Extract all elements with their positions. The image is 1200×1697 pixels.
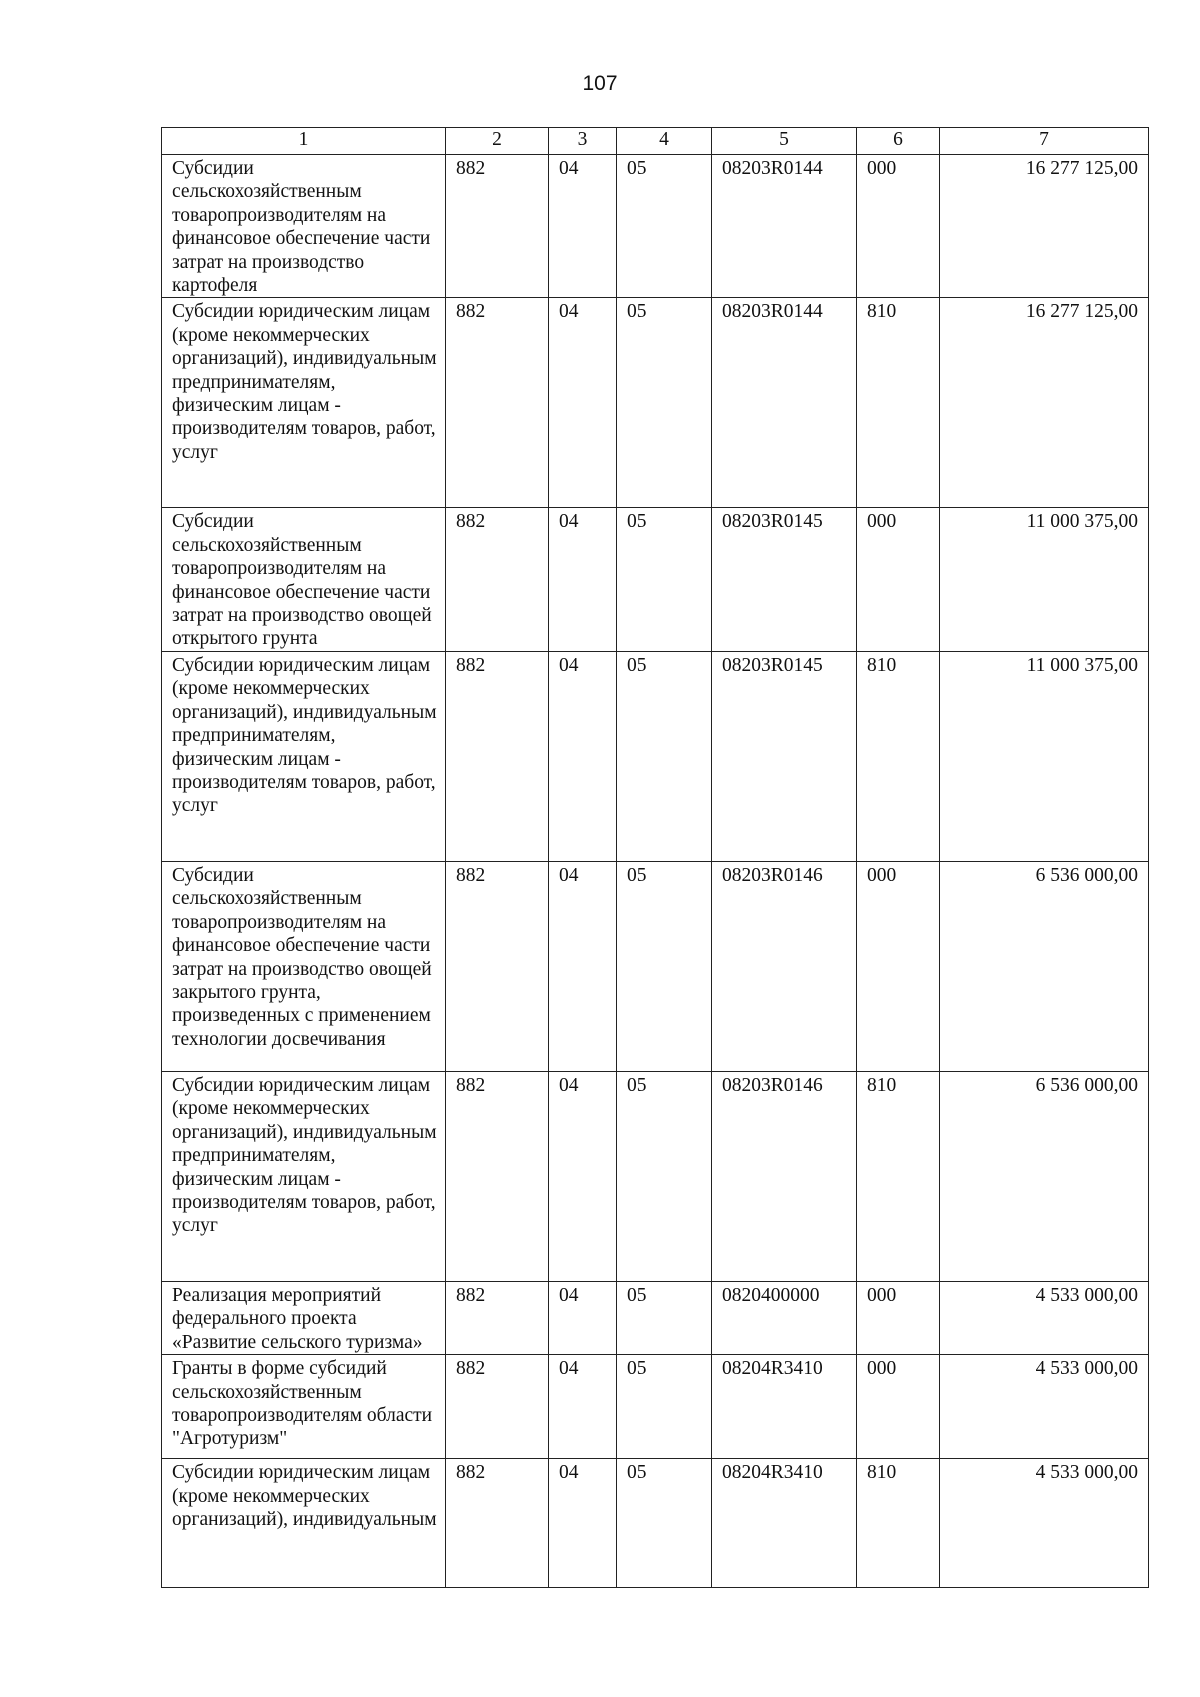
row-vr: 000 [857, 508, 940, 651]
column-header: 1 [162, 128, 446, 155]
row-pr: 05 [617, 861, 712, 1071]
row-csr: 08203R0146 [712, 861, 857, 1071]
table-row [162, 651, 1149, 861]
table-row [162, 1281, 1149, 1354]
row-vr: 000 [857, 155, 940, 298]
row-vr: 000 [857, 861, 940, 1071]
row-sum: 4 533 000,00 [940, 1459, 1149, 1588]
table-row [162, 861, 1149, 1071]
row-vr: 810 [857, 298, 940, 508]
row-name: Субсидии юридическим лицам (кроме некоммерческих организаций), индивидуальным [162, 1459, 446, 1588]
row-rz: 04 [549, 861, 617, 1071]
header-row [162, 128, 1149, 155]
row-csr: 08204R3410 [712, 1355, 857, 1459]
row-ved: 882 [446, 1355, 549, 1459]
row-vr: 810 [857, 651, 940, 861]
row-sum: 6 536 000,00 [940, 861, 1149, 1071]
row-csr: 08203R0146 [712, 1071, 857, 1281]
row-name: Субсидии юридическим лицам (кроме некоммерческих организаций), индивидуальным предпринимателям, физическим лицам - производителям товаров, работ, услуг [162, 1071, 446, 1281]
row-rz: 04 [549, 1355, 617, 1459]
row-sum: 16 277 125,00 [940, 155, 1149, 298]
row-ved: 882 [446, 651, 549, 861]
row-pr: 05 [617, 1071, 712, 1281]
table-row [162, 155, 1149, 298]
column-header: 3 [549, 128, 617, 155]
row-sum: 4 533 000,00 [940, 1355, 1149, 1459]
column-header: 7 [940, 128, 1149, 155]
row-vr: 000 [857, 1355, 940, 1459]
row-pr: 05 [617, 1281, 712, 1354]
row-vr: 810 [857, 1459, 940, 1588]
row-sum: 16 277 125,00 [940, 298, 1149, 508]
column-header: 5 [712, 128, 857, 155]
row-name: Субсидии юридическим лицам (кроме некоммерческих организаций), индивидуальным предпринимателям, физическим лицам - производителям товаров, работ, услуг [162, 298, 446, 508]
row-name: Реализация мероприятий федерального проекта «Развитие сельского туризма» [162, 1281, 446, 1354]
row-csr: 08203R0145 [712, 651, 857, 861]
row-csr: 0820400000 [712, 1281, 857, 1354]
column-header: 6 [857, 128, 940, 155]
row-ved: 882 [446, 155, 549, 298]
row-pr: 05 [617, 155, 712, 298]
row-csr: 08203R0144 [712, 298, 857, 508]
row-ved: 882 [446, 1459, 549, 1588]
row-csr: 08204R3410 [712, 1459, 857, 1588]
row-ved: 882 [446, 861, 549, 1071]
row-sum: 11 000 375,00 [940, 508, 1149, 651]
row-sum: 11 000 375,00 [940, 651, 1149, 861]
row-name: Субсидии сельскохозяйственным товаропроизводителям на финансовое обеспечение части затрат на производство овощей закрытого грунта, произведенных с применением технологии досвечивания [162, 861, 446, 1071]
row-ved: 882 [446, 508, 549, 651]
table-row [162, 508, 1149, 651]
row-pr: 05 [617, 1355, 712, 1459]
row-csr: 08203R0144 [712, 155, 857, 298]
row-rz: 04 [549, 651, 617, 861]
row-name: Субсидии сельскохозяйственным товаропроизводителям на финансовое обеспечение части затрат на производство овощей открытого грунта [162, 508, 446, 651]
row-csr: 08203R0145 [712, 508, 857, 651]
row-rz: 04 [549, 1281, 617, 1354]
budget-table [161, 127, 1149, 1588]
row-rz: 04 [549, 155, 617, 298]
row-vr: 000 [857, 1281, 940, 1354]
page-number: 107 [582, 72, 618, 95]
row-sum: 6 536 000,00 [940, 1071, 1149, 1281]
row-pr: 05 [617, 1459, 712, 1588]
row-pr: 05 [617, 298, 712, 508]
row-ved: 882 [446, 298, 549, 508]
row-pr: 05 [617, 651, 712, 861]
row-ved: 882 [446, 1281, 549, 1354]
row-pr: 05 [617, 508, 712, 651]
row-ved: 882 [446, 1071, 549, 1281]
column-header: 2 [446, 128, 549, 155]
row-rz: 04 [549, 1071, 617, 1281]
row-name: Субсидии сельскохозяйственным товаропроизводителям на финансовое обеспечение части затрат на производство картофеля [162, 155, 446, 298]
table-row [162, 1071, 1149, 1281]
row-vr: 810 [857, 1071, 940, 1281]
table-row [162, 298, 1149, 508]
row-name: Гранты в форме субсидий сельскохозяйственным товаропроизводителям области "Агротуризм" [162, 1355, 446, 1459]
table-row [162, 1355, 1149, 1459]
table-row [162, 1459, 1149, 1588]
row-sum: 4 533 000,00 [940, 1281, 1149, 1354]
row-rz: 04 [549, 298, 617, 508]
column-header: 4 [617, 128, 712, 155]
row-rz: 04 [549, 1459, 617, 1588]
row-rz: 04 [549, 508, 617, 651]
row-name: Субсидии юридическим лицам (кроме некоммерческих организаций), индивидуальным предпринимателям, физическим лицам - производителям товаров, работ, услуг [162, 651, 446, 861]
